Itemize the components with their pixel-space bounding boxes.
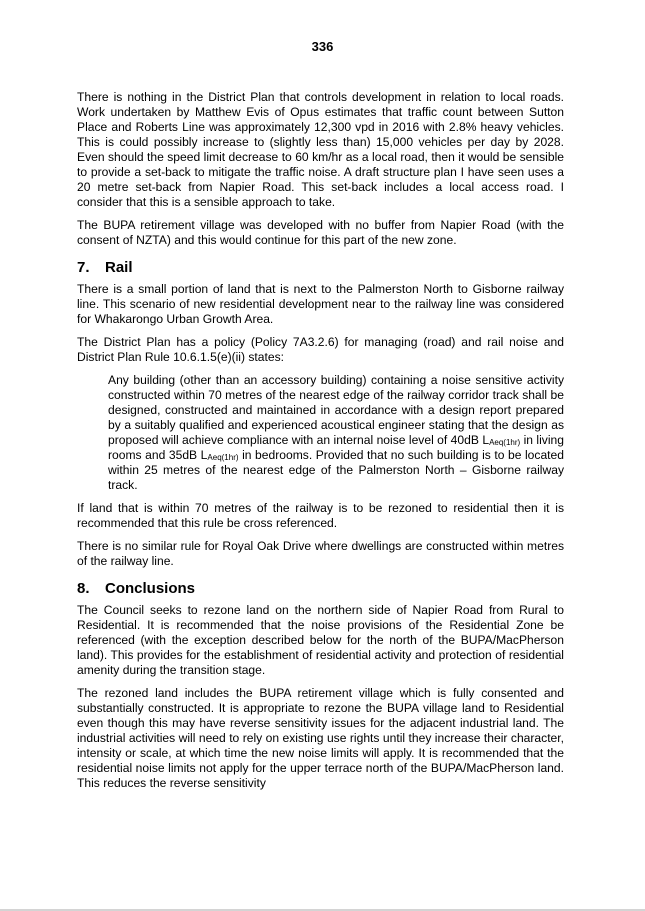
section-number: 7. <box>77 259 90 276</box>
quote-text-part2: in living rooms and 35dB L <box>108 433 564 462</box>
paragraph-local-roads: There is nothing in the District Plan that controls development in relation to local roads. Work undertaken by Matthew Evis of Opus estimates that traffic count between Sutton Place and Roberts Line was approximately 12,300 vpd in 2016 with 2.8% heavy vehicles. This is could possibly increase to (slightly less than) 15,000 vehicles per day by 2028. Even should the speed limit decrease to 60 km/hr as a local road, then it would be sensible to provide a set-back to mitigate the traffic noise. A draft structure plan I have seen uses a 20 metre set-back from Napier Road. This set-back includes a local access road. I consider that this is a sensible approach to take. <box>77 90 564 209</box>
page-number: 336 <box>311 39 334 54</box>
paragraph-royal-oak: There is no similar rule for Royal Oak Drive where dwellings are constructed within metres of the railway line. <box>77 539 564 568</box>
paragraph-cross-reference: If land that is within 70 metres of the railway is to be rezoned to residential then it is recommended that this rule be cross referenced. <box>77 501 564 530</box>
quote-subscript-1: Aeq(1hr) <box>489 438 521 447</box>
section-number: 8. <box>77 580 90 597</box>
document-body <box>77 90 564 799</box>
rule-quote <box>108 373 564 493</box>
section-title: Rail <box>105 259 133 276</box>
quote-text-part3: in bedrooms. Provided that no such building is to be located within 25 metres of the nearest edge of the Palmerston North – Gisborne railway track. <box>108 448 564 492</box>
section-heading-conclusions <box>77 579 564 598</box>
paragraph-rail-land: There is a small portion of land that is next to the Palmerston North to Gisborne railway line. This scenario of new residential development near to the railway line was considered for Whakarongo Urban Growth Area. <box>77 282 564 326</box>
quote-text-part1: Any building (other than an accessory building) containing a noise sensitive activity constructed within 70 metres of the nearest edge of the railway corridor track shall be designed, constructed and maintained in accordance with a design report prepared by a suitably qualified and experienced acoustical engineer stating that the design as proposed will achieve compliance with an internal noise level of 40dB L <box>108 373 564 447</box>
paragraph-rezone: The Council seeks to rezone land on the northern side of Napier Road from Rural to Residential. It is recommended that the noise provisions of the Residential Zone be referenced (with the exception described below for the north of the BUPA/MacPherson land). This provides for the establishment of residential activity and protection of residential amenity during the transition stage. <box>77 603 564 677</box>
section-title: Conclusions <box>105 580 196 597</box>
paragraph-bupa-buffer: The BUPA retirement village was developed with no buffer from Napier Road (with the consent of NZTA) and this would continue for this part of the new zone. <box>77 218 564 247</box>
paragraph-bupa-village: The rezoned land includes the BUPA retirement village which is fully consented and substantially constructed. It is appropriate to rezone the BUPA village land to Residential even though this may have reverse sensitivity issues for the adjacent industrial land. The industrial activities will need to rely on existing use rights until they increase their character, intensity or scale, at which time the new noise limits will apply. It is recommended that the residential noise limits not apply for the upper terrace north of the BUPA/MacPherson land. This reduces the reverse sensitivity <box>77 686 564 790</box>
section-heading-rail <box>77 258 564 277</box>
quote-subscript-2: Aeq(1hr) <box>207 453 239 462</box>
paragraph-district-plan-policy: The District Plan has a policy (Policy 7A3.2.6) for managing (road) and rail noise and District Plan Rule 10.6.1.5(e)(ii) states: <box>77 335 564 364</box>
